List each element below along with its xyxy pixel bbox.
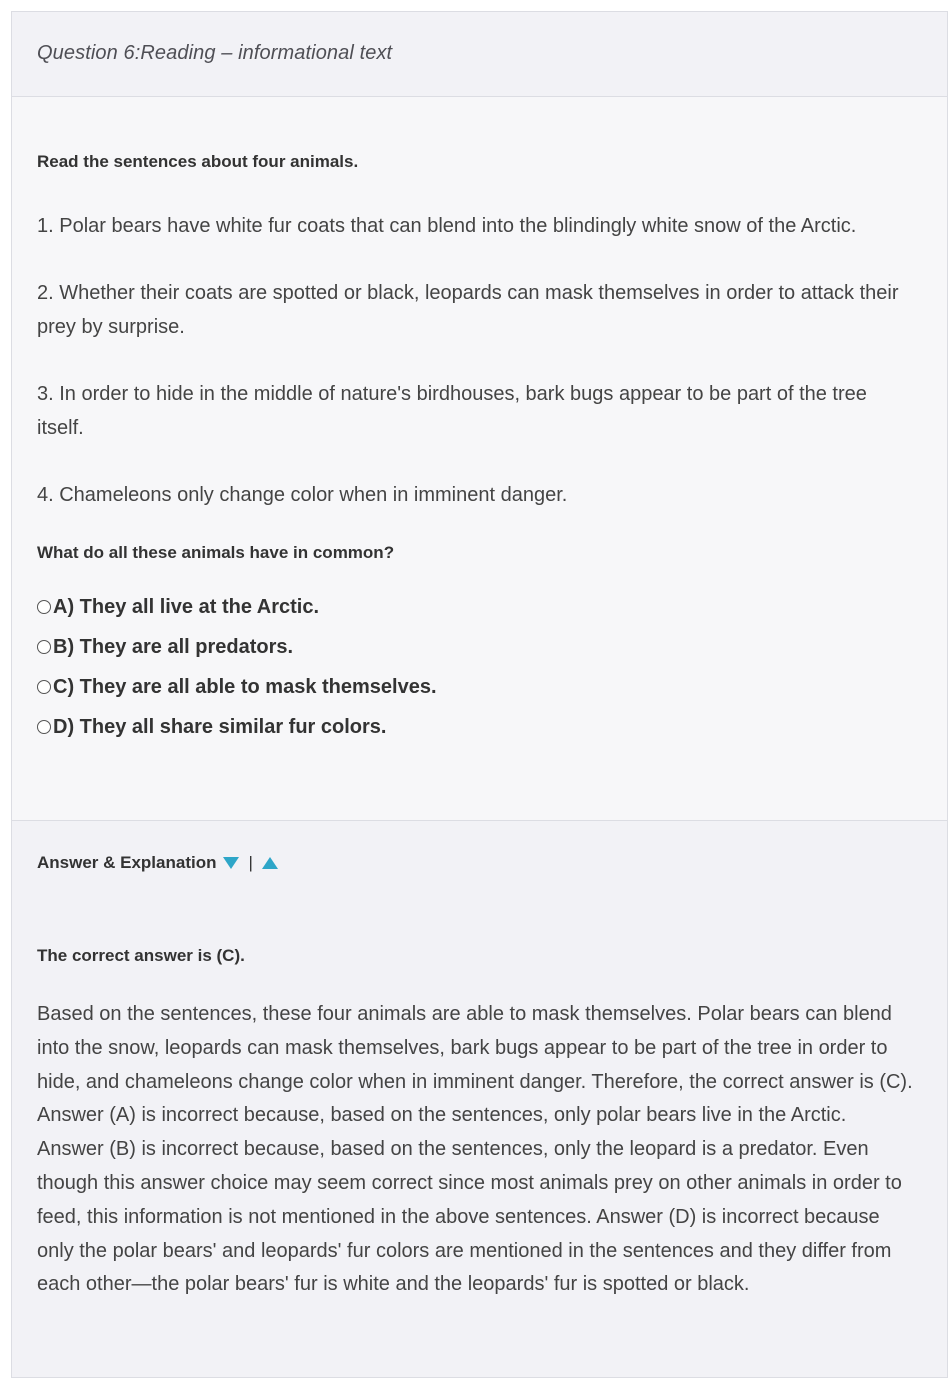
correct-answer: The correct answer is (C). <box>37 946 245 965</box>
option-a-label: A) They all live at the Arctic. <box>53 595 320 618</box>
sentence-3: 3. In order to hide in the middle of nature's birdhouses, bark bugs appear to be part of the tree itself. <box>37 383 867 439</box>
expand-arrow-icon[interactable] <box>223 857 239 869</box>
option-d[interactable] <box>37 707 922 747</box>
question-prompt: What do all these animals have in common? <box>37 543 395 562</box>
question-card <box>11 11 948 1378</box>
question-header <box>12 12 947 97</box>
option-d-label: D) They all share similar fur colors. <box>53 715 387 738</box>
option-c[interactable] <box>37 667 922 707</box>
radio-option-a[interactable] <box>37 600 51 614</box>
radio-option-c[interactable] <box>37 680 51 694</box>
explanation-text: Based on the sentences, these four animals are able to mask themselves. Polar bears can blend into the snow, leopards can mask themselves, bark bugs appear to be part of the tree in order to hide, and chameleons change color when in imminent danger. Therefore, the correct answer is (C). Answer (A) is incorrect because, based on the sentences, only polar bears live in the Arctic. Answer (B) is incorrect because, based on the sentences, only the leopard is a predator. Even though this answer choice may seem correct since most animals prey on other animals in order to feed, this information is not mentioned in the above sentences. Answer (D) is incorrect because only the polar bears' and leopards' fur colors are mentioned in the sentences and they differ from each other—the polar bears' fur is white and the leopards' fur is spotted or black. <box>37 1003 913 1296</box>
sentence-4: 4. Chameleons only change color when in imminent danger. <box>37 484 568 506</box>
option-b-label: B) They are all predators. <box>53 635 294 658</box>
answer-section <box>12 821 947 1302</box>
toggle-separator: | <box>248 853 253 872</box>
option-c-label: C) They are all able to mask themselves. <box>53 675 437 698</box>
sentence-1: 1. Polar bears have white fur coats that can blend into the blindingly white snow of the Arctic. <box>37 215 857 237</box>
radio-option-b[interactable] <box>37 640 51 654</box>
question-body <box>12 97 947 821</box>
radio-option-d[interactable] <box>37 720 51 734</box>
question-title: Question 6:Reading – informational text <box>37 42 393 64</box>
instruction-text: Read the sentences about four animals. <box>37 152 359 171</box>
sentence-2: 2. Whether their coats are spotted or black, leopards can mask themselves in order to attack their prey by surprise. <box>37 282 899 338</box>
option-b[interactable] <box>37 627 922 667</box>
answer-heading: Answer & Explanation <box>37 853 217 872</box>
answer-toggle[interactable] <box>37 851 922 875</box>
option-a[interactable] <box>37 587 922 627</box>
collapse-arrow-icon[interactable] <box>262 857 278 869</box>
